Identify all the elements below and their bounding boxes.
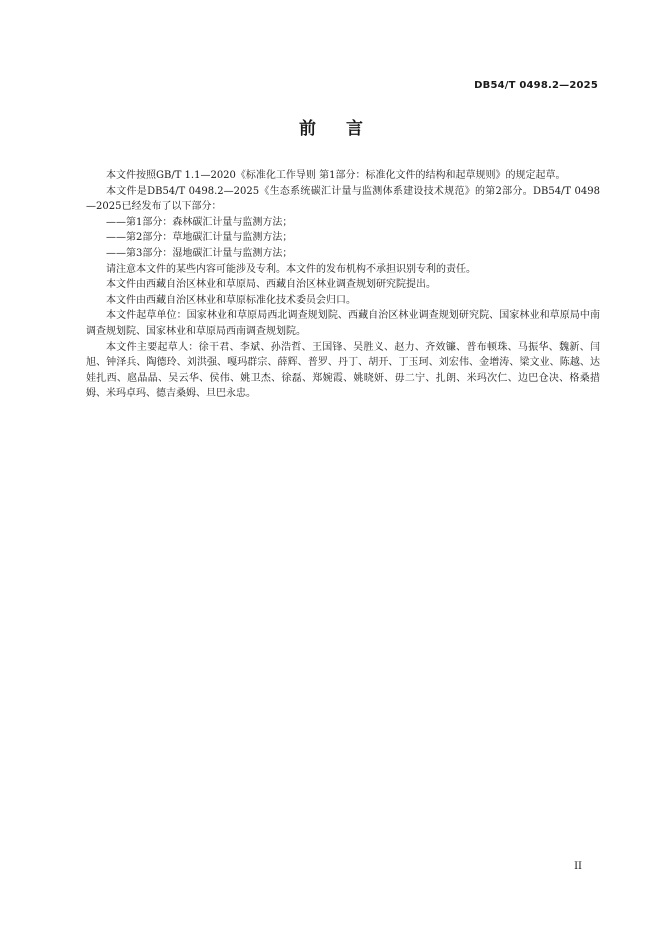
document-code: DB54/T 0498.2—2025 xyxy=(474,80,598,91)
list-item-part-1: ——第1部分：森林碳汇计量与监测方法； xyxy=(106,216,293,228)
list-item-part-3: ——第3部分：湿地碳汇计量与监测方法； xyxy=(106,247,293,259)
paragraph-drafters: 本文件主要起草人：徐干君、李斌、孙浩哲、王国锋、吴胜义、赵力、齐效镰、普布顿珠、马振华、魏新、闫旭、钟泽兵、陶德玲、刘洪强、嘎玛群宗、薛辉、普罗、丹丁、胡开、丁玉珂、刘宏伟、金增涛、梁文业、陈越、达娃扎西、扈晶晶、吴云华、侯伟、姚卫杰、徐磊、郑婉霞、姚晓妍、毋二宁、扎朗、米玛次仁、边巴仓决、格桑措姆、米玛卓玛、德吉桑姆、旦巴永忠。 xyxy=(86,341,600,400)
foreword-body xyxy=(86,168,600,402)
page-title xyxy=(0,114,662,139)
list-item-part-2: ——第2部分：草地碳汇计量与监测方法； xyxy=(106,232,293,244)
page-title-char-1: 前 xyxy=(299,119,316,139)
paragraph-patent-notice: 请注意本文件的某些内容可能涉及专利。本文件的发布机构不承担识别专利的责任。 xyxy=(106,263,476,275)
paragraph-part-info: 本文件是DB54/T 0498.2—2025《生态系统碳汇计量与监测体系建设技术规范》的第2部分。DB54/T 0498—2025已经发布了以下部分： xyxy=(86,185,600,213)
paragraph-drafting-rules: 本文件按照GB/T 1.1—2020《标准化工作导则 第1部分：标准化文件的结构和起草规则》的规定起草。 xyxy=(106,170,566,181)
paragraph-centralized-management: 本文件由西藏自治区林业和草原标准化技术委员会归口。 xyxy=(106,294,356,306)
page-number: II xyxy=(574,861,582,872)
page-title-char-2: 言 xyxy=(346,119,363,139)
paragraph-drafting-organizations: 本文件起草单位：国家林业和草原局西北调查规划院、西藏自治区林业调查规划研究院、国家林业和草原局中南调查规划院、国家林业和草原局西南调查规划院。 xyxy=(86,310,600,337)
paragraph-proposer: 本文件由西藏自治区林业和草原局、西藏自治区林业调查规划研究院提出。 xyxy=(106,279,436,291)
